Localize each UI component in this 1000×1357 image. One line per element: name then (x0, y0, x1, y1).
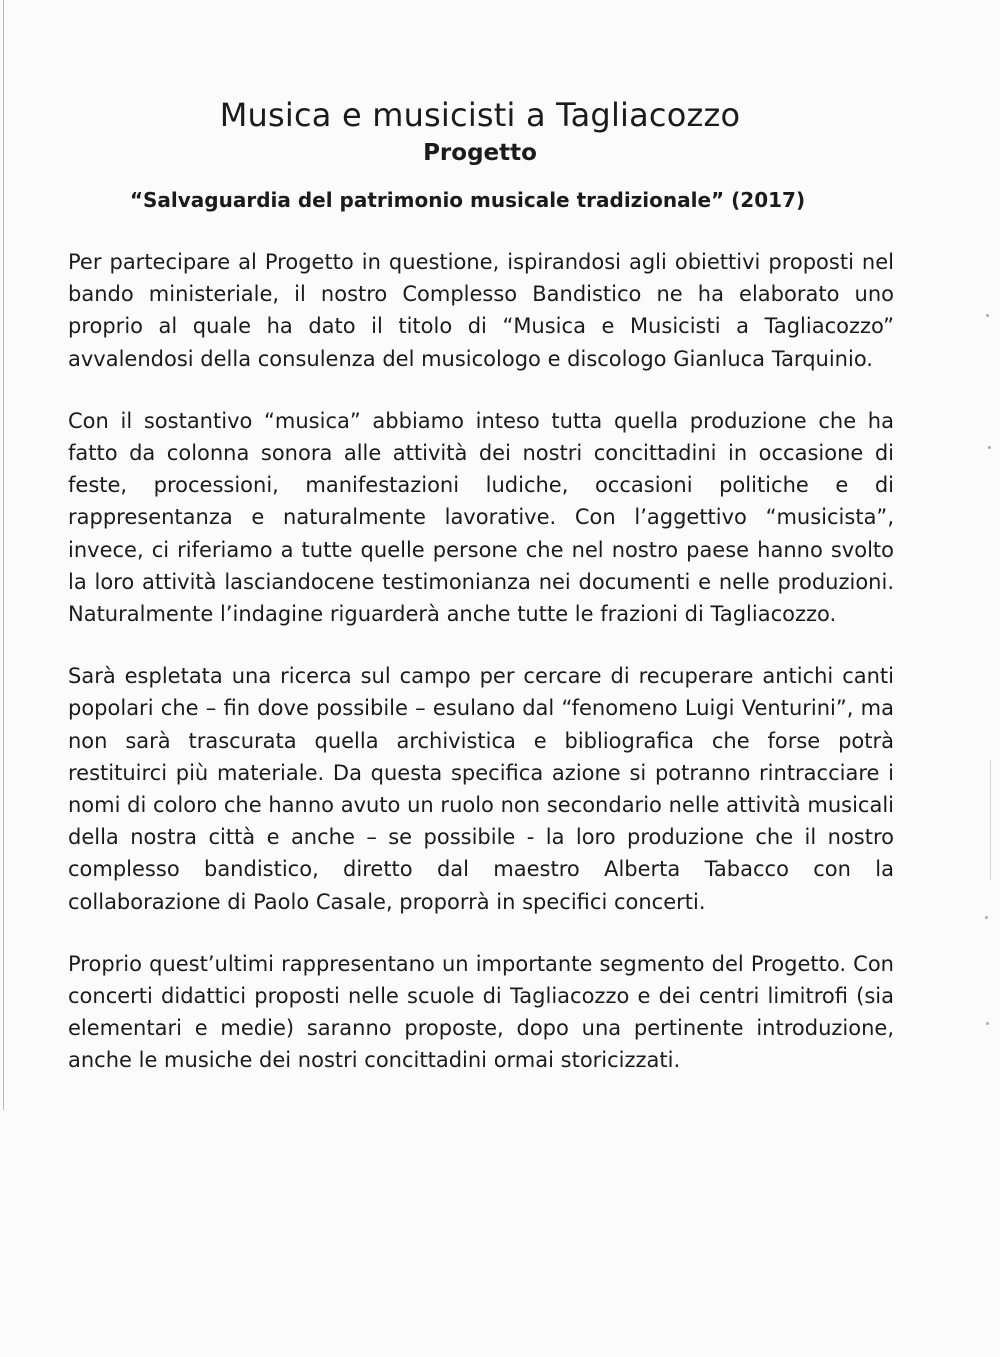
document-subtitle: Progetto (423, 140, 537, 166)
scan-speck (986, 1022, 989, 1025)
document-body (68, 246, 894, 1107)
scan-edge-line (990, 760, 991, 880)
scan-speck (988, 446, 991, 449)
document-title: Musica e musicisti a Tagliacozzo (219, 96, 741, 134)
paragraph: Per partecipare al Progetto in questione, ispirandosi agli obiettivi proposti nel bando ministeriale, il nostro Complesso Bandistico ne ha elaborato uno proprio al quale ha dato il titolo di “Musica e Musicisti a Tagliacozzo” avvalendosi della consulenza del musicologo e discologo Gianluca Tarquinio. (68, 250, 894, 371)
scan-speck (985, 916, 988, 919)
paragraph: Proprio quest’ultimi rappresentano un importante segmento del Progetto. Con concerti didattici proposti nelle scuole di Tagliacozzo e dei centri limitrofi (sia elementari e medie) saranno proposte, dopo una pertinente introduzione, anche le musiche dei nostri concittadini ormai storicizzati. (68, 951, 894, 1073)
project-name: “Salvaguardia del patrimonio musicale tradizionale” (2017) (129, 188, 806, 212)
scan-speck (986, 314, 989, 317)
scan-edge-line (3, 0, 4, 1110)
paragraph: Con il sostantivo “musica” abbiamo inteso tutta quella produzione che ha fatto da colonna sonora alle attività dei nostri concittadini in occasione di feste, processioni, manifestazioni ludiche, occasioni politiche e di rappresentanza e naturalmente lavorative. Con l’aggettivo “musicista”, invece, ci riferiamo a tutte quelle persone che nel nostro paese hanno svolto la loro attività lasciandocene testimonianza nei documenti e nelle produzioni. Naturalmente l’indagine riguarderà anche tutte le frazioni di Tagliacozzo. (68, 408, 894, 627)
paragraph: Sarà espletata una ricerca sul campo per cercare di recuperare antichi canti popolari che – fin dove possibile – esulano dal “fenomeno Luigi Venturini”, ma non sarà trascurata quella archivistica e bibliografica che forse potrà restituirci più materiale. Da questa specifica azione si potranno rintracciare i nomi di coloro che hanno avuto un ruolo non secondario nelle attività musicali della nostra città e anche – se possibile - la loro produzione che il nostro complesso bandistico, diretto dal maestro Alberta Tabacco con la collaborazione di Paolo Casale, proporrà in specifici concerti. (68, 664, 894, 914)
